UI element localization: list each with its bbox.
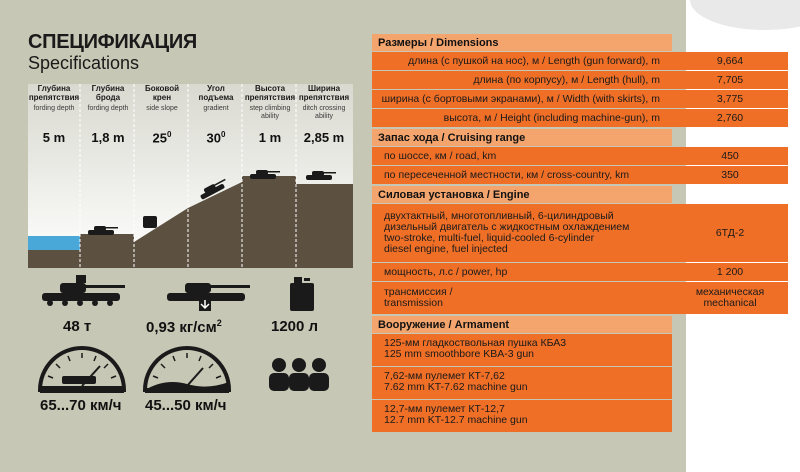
- ditch-value: 2,85 m: [303, 130, 345, 145]
- speedometer-road-icon: [40, 348, 124, 393]
- cross-country-speed-value: 45...50 км/ч: [145, 397, 227, 414]
- terrain-diagram: [28, 84, 353, 268]
- fording-depth-value: 5 m: [42, 130, 66, 145]
- page-title: СПЕЦИФИКАЦИЯ: [28, 31, 197, 53]
- crew-icon: [269, 358, 329, 391]
- table-row: длина (с пушкой на нос), м / Length (gun forward), m 9,664: [372, 52, 672, 70]
- table-row: двухтактный, многотопливный, 6-цилиндровый дизельный двигатель с жидкостным охлаждением two-stroke, multi-fuel, liquid-cooled 6-cylinder diesel engine, fuel injected 6ТД-2: [372, 204, 672, 262]
- water-icon: [28, 236, 80, 250]
- speedometer-cross-icon: [145, 348, 229, 393]
- side-slope-value: $25^0$: [152, 130, 172, 146]
- table-row: ширина (с бортовыми экранами), м / Width (with skirts), m 3,775: [372, 90, 672, 108]
- table-row: по шоссе, км / road, km 450: [372, 147, 672, 165]
- engine-description: двухтактный, многотопливный, 6-цилиндровый дизельный двигатель с жидкостным охлаждением two-stroke, multi-fuel, liquid-cooled 6-cylinder diesel engine, fuel injected: [384, 210, 630, 255]
- column-header-side-slope: Боковой крен side slope: [144, 84, 180, 112]
- table-row: по пересеченной местности, км / cross-country, km 350: [372, 166, 672, 184]
- column-header-step: Высота препятствия step climbing ability: [244, 84, 296, 120]
- list-item: 125-мм гладкоствольная пушка КБА3 125 mm smoothbore KBA-3 gun: [372, 334, 672, 366]
- page-subtitle: Specifications: [28, 53, 140, 73]
- tank-weight-icon: [42, 275, 125, 306]
- gradient-value: $30^0$: [206, 130, 226, 146]
- road-speed-value: 65...70 км/ч: [40, 397, 122, 414]
- list-item: 7,62-мм пулемет КТ-7,62 7.62 mm KT-7.62 machine gun: [372, 367, 672, 399]
- range-header: Запас хода / Cruising range: [372, 129, 672, 146]
- dimensions-header: Размеры / Dimensions: [372, 34, 672, 51]
- column-header-gradient: Угол подъема gradient: [198, 84, 234, 112]
- table-row: длина (по корпусу), м / Length (hull), m 7,705: [372, 71, 672, 89]
- table-row: трансмиссия / transmission механическая mechanical: [372, 282, 672, 314]
- table-row: мощность, л.с / power, hp 1 200: [372, 263, 672, 281]
- step-value: 1 m: [258, 130, 282, 145]
- weight-value: 48 т: [63, 318, 92, 335]
- ground-pressure-value: 0,93 $кг/см^2$: [146, 318, 222, 336]
- spec-icons: [20, 275, 360, 465]
- tank-pressure-icon: [167, 283, 250, 311]
- column-header-ditch: Ширина препятствия ditch crossing ability: [298, 84, 350, 120]
- table-row: высота, м / Height (including machine-gun), m 2,760: [372, 109, 672, 127]
- armament-header: Вооружение / Armament: [372, 316, 672, 333]
- engine-header: Силовая установка / Engine: [372, 186, 672, 203]
- ford-depth-value: 1,8 m: [91, 130, 125, 145]
- fuel-capacity-value: 1200 л: [271, 318, 319, 335]
- list-item: 12,7-мм пулемет КТ-12,7 12.7 mm KT-12.7 machine gun: [372, 400, 672, 432]
- column-header-ford: Глубина брода fording depth: [87, 84, 129, 112]
- column-header-fording: Глубина препятствия fording depth: [28, 84, 80, 112]
- fuel-canister-icon: [290, 277, 314, 311]
